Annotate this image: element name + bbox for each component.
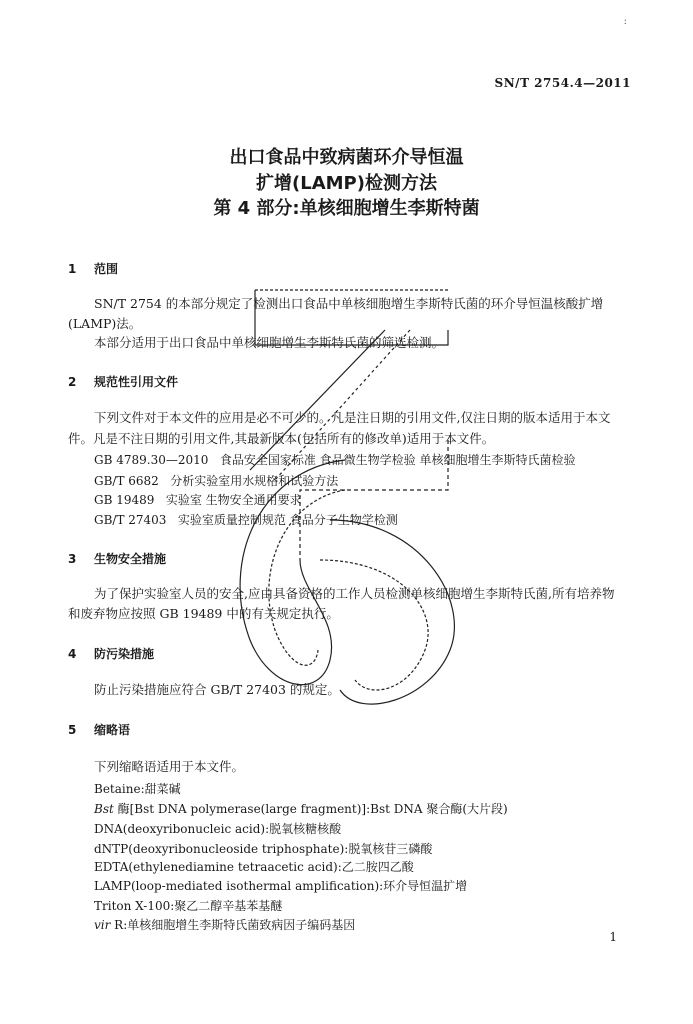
section-heading-2 [68,373,178,390]
paragraph: 防止污染措施应符合 GB/T 27403 的规定。 [94,682,340,697]
section-heading-4 [68,645,154,662]
reference-code: GB 4789.30—2010 [94,453,209,467]
paragraph: 下列文件对于本文件的应用是必不可少的。凡是注日期的引用文件,仅注日期的版本适用于本文 [94,410,611,425]
section-title: 缩略语 [94,723,131,737]
title-line-2: 扩增(LAMP)检测方法 [256,173,437,194]
section-number: 2 [68,375,77,389]
paragraph: 件。凡是不注日期的引用文件,其最新版本(包括所有的修改单)适用于本文件。 [68,431,495,446]
abbreviation-item: Triton X-100:聚乙二醇辛基苯基醚 [94,899,283,913]
abbreviation-italic: Bst [94,802,114,816]
corner-mark: : [623,16,627,27]
reference-item [94,472,338,489]
section-title: 范围 [94,262,119,276]
paragraph: 本部分适用于出口食品中单核细胞增生李斯特氏菌的筛选检测。 [94,335,445,350]
section-number: 4 [68,647,77,661]
abbreviation-item: EDTA(ethylenediamine tetraacetic acid):乙二胺四乙酸 [94,860,414,874]
title-line-1: 出口食品中致病菌环介导恒温 [229,147,464,168]
title-line-3: 第 4 部分:单核细胞增生李斯特菌 [213,198,480,219]
reference-title: 实验室 生物安全通用要求 [165,493,302,507]
abbreviation-italic: vir [94,918,111,932]
reference-item [94,511,398,528]
abbreviation-item [94,800,508,817]
abbreviation-item: Betaine:甜菜碱 [94,782,181,796]
abbreviation-text: R:单核细胞增生李斯特氏菌致病因子编码基因 [110,918,356,932]
section-heading-1 [68,260,118,277]
section-number: 5 [68,723,77,737]
reference-item [94,451,575,468]
paragraph: (LAMP)法。 [68,316,142,331]
reference-title: 分析实验室用水规格和试验方法 [170,474,339,488]
abbreviation-item: DNA(deoxyribonucleic acid):脱氧核糖核酸 [94,822,342,836]
abbreviation-item [94,916,355,933]
section-title: 规范性引用文件 [94,375,179,389]
abbreviation-text: 酶[Bst DNA polymerase(large fragment)]:Bst DNA 聚合酶(大片段) [113,802,508,816]
standard-code: SN/T 2754.4—2011 [494,76,631,90]
reference-item [94,491,302,508]
page-number: 1 [609,930,617,944]
paragraph: SN/T 2754 的本部分规定了检测出口食品中单核细胞增生李斯特氏菌的环介导恒温核酸扩增 [94,296,604,311]
reference-title: 实验室质量控制规范 食品分子生物学检测 [177,513,398,527]
abbreviation-item: LAMP(loop-mediated isothermal amplification):环介导恒温扩增 [94,879,468,893]
section-number: 3 [68,552,77,566]
section-heading-5 [68,721,130,738]
reference-code: GB 19489 [94,493,155,507]
section-title: 生物安全措施 [94,552,167,566]
reference-code: GB/T 27403 [94,513,167,527]
paragraph: 和废弃物应按照 GB 19489 中的有关规定执行。 [68,606,339,621]
paragraph: 为了保护实验室人员的安全,应由具备资格的工作人员检测单核细胞增生李斯特氏菌,所有培养物 [94,586,615,601]
abbreviation-item: dNTP(deoxyribonucleoside triphosphate):脱氧核苷三磷酸 [94,842,433,856]
reference-title: 食品安全国家标准 食品微生物学检验 单核细胞增生李斯特氏菌检验 [219,453,576,467]
section-number: 1 [68,262,77,276]
section-title: 防污染措施 [94,647,155,661]
paragraph: 下列缩略语适用于本文件。 [94,759,245,774]
reference-code: GB/T 6682 [94,474,159,488]
section-heading-3 [68,550,166,567]
